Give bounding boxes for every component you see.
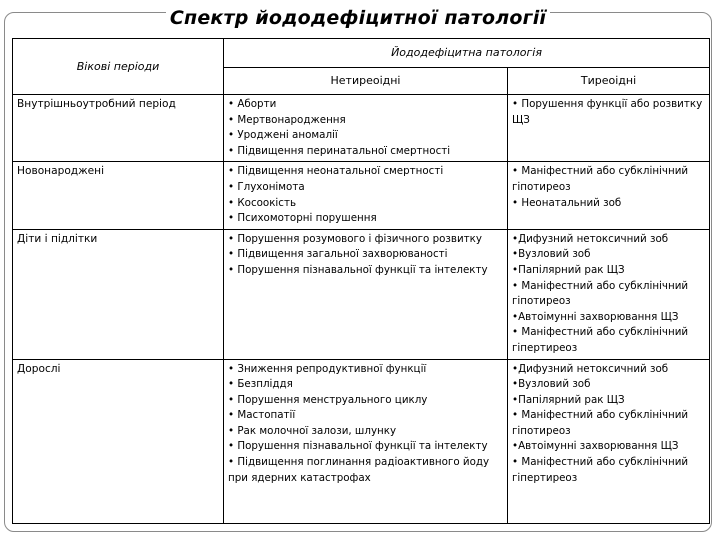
slide-title: Спектр йододефіцитної патології xyxy=(4,6,712,30)
age-cell: Новонароджені xyxy=(13,162,224,229)
list-item: • Порушення пізнавальної функції та інтелекту xyxy=(228,263,488,276)
header-age-periods: Вікові періоди xyxy=(13,39,224,95)
list-item: • Підвищення загальної захворюваності xyxy=(228,248,448,261)
list-item: • Мастопатії xyxy=(228,409,296,422)
list-item: • Мертвонародження xyxy=(228,113,346,126)
thyroid-cell xyxy=(508,95,710,162)
list-item: •Дифузний нетоксичний зоб xyxy=(512,362,669,375)
non-thyroid-cell xyxy=(224,95,508,162)
list-item: •Вузловий зоб xyxy=(512,378,591,391)
list-item: • Порушення менструального циклу xyxy=(228,393,428,406)
list-item: •Автоімунні захворювання ЩЗ xyxy=(512,310,679,323)
list-item: • Уроджені аномалії xyxy=(228,129,338,142)
thyroid-cell xyxy=(508,229,710,359)
list-item: • Маніфестний або субклінічний гіпертиреоз xyxy=(512,326,689,354)
table-row-newborns xyxy=(13,162,710,229)
table-row-adults xyxy=(13,359,710,523)
list-item: • Маніфестний або субклінічний гіпотиреоз xyxy=(512,165,689,193)
list-item: • Психомоторні порушення xyxy=(228,212,377,225)
header-thyroid: Тиреоідні xyxy=(508,68,710,95)
list-item: • Підвищення поглинання радіоактивного йоду при ядерних катастрофах xyxy=(228,456,490,484)
list-item: • Підвищення неонатальної смертності xyxy=(228,165,444,178)
list-item: • Рак молочної залози, шлунку xyxy=(228,424,397,437)
age-cell: Дорослі xyxy=(13,359,224,523)
table-row-prenatal xyxy=(13,95,710,162)
list-item: •Папілярний рак ЩЗ xyxy=(512,263,625,276)
thyroid-cell xyxy=(508,359,710,523)
list-item: • Підвищення перинатальної смертності xyxy=(228,144,451,157)
list-item: • Порушення розумового і фізичного розвитку xyxy=(228,232,482,245)
list-item: • Порушення пізнавальної функції та інтелекту xyxy=(228,440,488,453)
list-item: • Маніфестний або субклінічний гіпотиреоз xyxy=(512,279,689,308)
header-non-thyroid: Нетиреоідні xyxy=(224,68,508,95)
list-item: •Дифузний нетоксичний зоб xyxy=(512,232,669,245)
pathology-table xyxy=(12,38,710,524)
non-thyroid-cell xyxy=(224,359,508,523)
table-row-children xyxy=(13,229,710,359)
age-cell: Внутрішньоутробний період xyxy=(13,95,224,162)
list-item: •Папілярний рак ЩЗ xyxy=(512,393,625,406)
list-item: • Безпліддя xyxy=(228,378,293,391)
list-item: • Зниження репродуктивної функції xyxy=(228,362,427,375)
non-thyroid-cell xyxy=(224,162,508,229)
thyroid-cell xyxy=(508,162,710,229)
age-cell: Діти і підлітки xyxy=(13,229,224,359)
list-item: •Автоімунні захворювання ЩЗ xyxy=(512,440,679,453)
list-item: • Аборти xyxy=(228,98,277,110)
list-item: • Неонатальний зоб xyxy=(512,196,622,209)
list-item: • Маніфестний або субклінічний гіпертиреоз xyxy=(512,456,689,484)
list-item: •Вузловий зоб xyxy=(512,248,591,261)
list-item: • Порушення функції або розвитку ЩЗ xyxy=(512,98,703,126)
list-item: • Маніфестний або субклінічний гіпотиреоз xyxy=(512,409,689,437)
list-item: • Глухонімота xyxy=(228,180,305,193)
non-thyroid-cell xyxy=(224,229,508,359)
header-pathology: Йододефіцитна патологія xyxy=(224,39,710,68)
list-item: • Косоокість xyxy=(228,196,297,209)
